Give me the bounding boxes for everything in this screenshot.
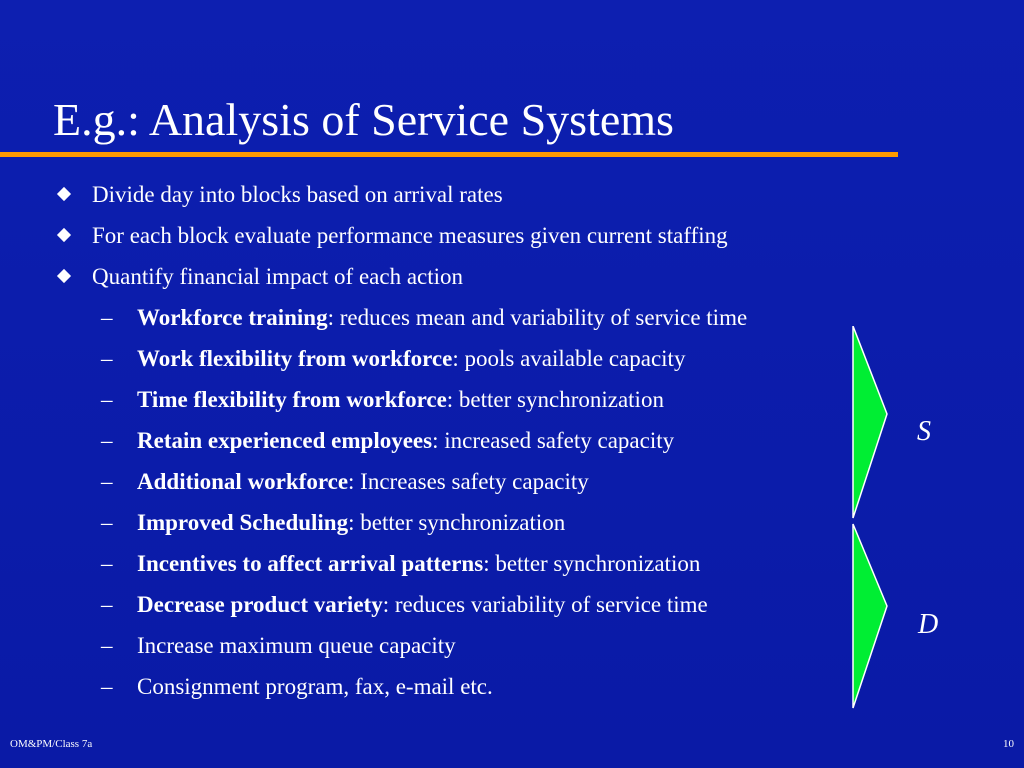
sub-bullet-item: Improved Scheduling: better synchronization xyxy=(137,510,566,535)
sub-bullet-item: Increase maximum queue capacity xyxy=(137,633,456,658)
bracket-label-s: S xyxy=(917,416,931,447)
sub-bullet-item: Incentives to affect arrival patterns: better synchronization xyxy=(137,551,701,576)
sub-bullet-item: Time flexibility from workforce: better synchronization xyxy=(137,387,664,412)
dash-bullet: – xyxy=(101,633,113,658)
dash-bullet: – xyxy=(101,305,113,330)
dash-bullet: – xyxy=(101,510,113,535)
bullet-item: Quantify financial impact of each action xyxy=(92,264,464,289)
dash-bullet: – xyxy=(101,592,113,617)
dash-bullet: – xyxy=(101,469,113,494)
dash-bullet: – xyxy=(101,428,113,453)
bullet-item: For each block evaluate performance measures given current staffing xyxy=(92,223,728,248)
bracket-chevron-icon xyxy=(850,326,892,710)
diamond-bullet-icon xyxy=(57,228,71,242)
diamond-bullet-icon xyxy=(57,187,71,201)
sub-bullet-item: Work flexibility from workforce: pools available capacity xyxy=(137,346,686,371)
bullet-item: Divide day into blocks based on arrival rates xyxy=(92,182,503,207)
slide-title: E.g.: Analysis of Service Systems xyxy=(53,94,674,145)
sub-bullet-item: Retain experienced employees: increased safety capacity xyxy=(137,428,675,453)
diamond-bullet-icon xyxy=(57,269,71,283)
footer-course: OM&PM/Class 7a xyxy=(10,738,93,750)
dash-bullet: – xyxy=(101,674,113,699)
bracket-label-d: D xyxy=(918,609,939,640)
slide-number: 10 xyxy=(1003,738,1014,750)
dash-bullet: – xyxy=(101,387,113,412)
sub-bullet-item: Consignment program, fax, e-mail etc. xyxy=(137,674,493,699)
sub-bullet-item: Workforce training: reduces mean and variability of service time xyxy=(137,305,748,330)
sub-bullet-item: Additional workforce: Increases safety capacity xyxy=(137,469,589,494)
dash-bullet: – xyxy=(101,551,113,576)
sub-bullet-item: Decrease product variety: reduces variability of service time xyxy=(137,592,708,617)
dash-bullet: – xyxy=(101,346,113,371)
